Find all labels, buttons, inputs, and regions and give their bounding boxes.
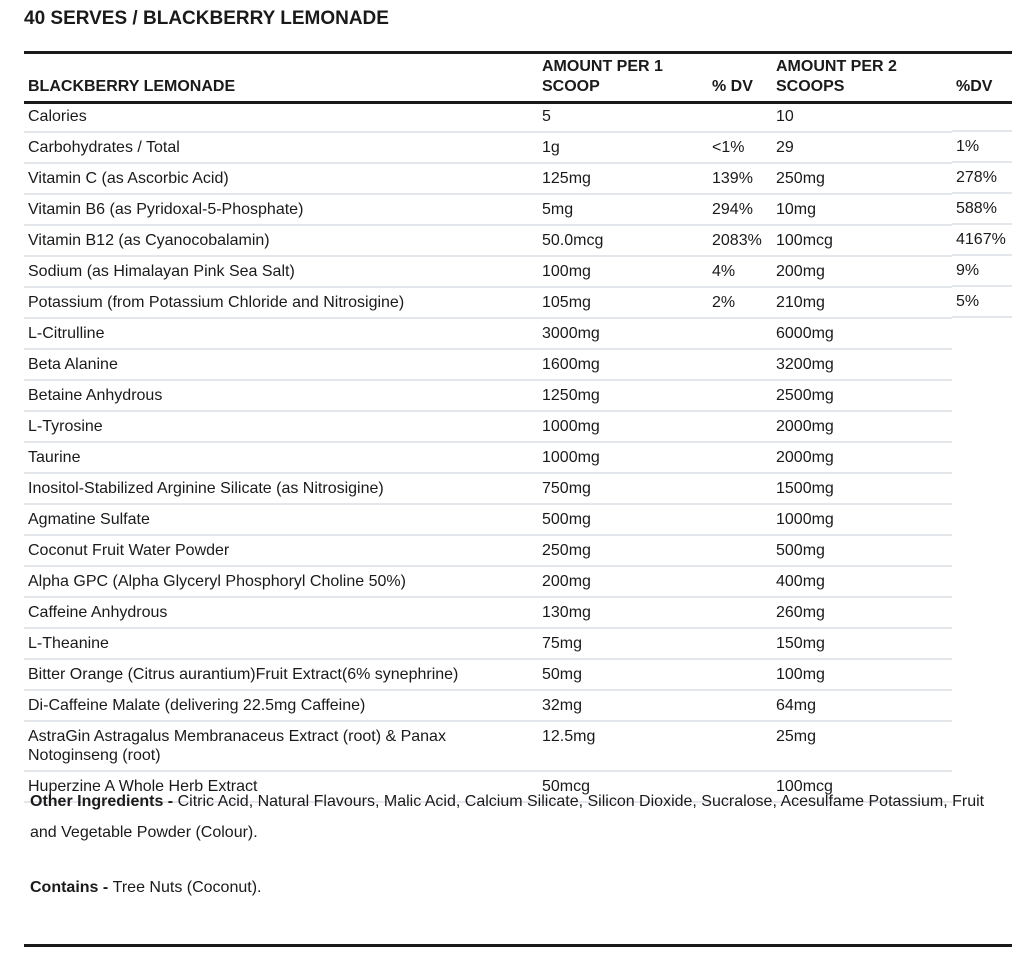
cell-ingredient: Carbohydrates / Total: [24, 132, 538, 163]
other-ingredients: [30, 786, 990, 848]
cell-dv-2: 5%: [952, 287, 1012, 318]
cell-amount-2-scoops: 500mg: [772, 535, 952, 566]
cell-amount-1-scoop: 100mg: [538, 256, 708, 287]
cell-amount-2-scoops: 1500mg: [772, 473, 952, 504]
cell-amount-1-scoop: 200mg: [538, 566, 708, 597]
cell-amount-1-scoop: 1g: [538, 132, 708, 163]
cell-ingredient: Beta Alanine: [24, 349, 538, 380]
cell-dv-1: [708, 473, 772, 504]
cell-ingredient: Sodium (as Himalayan Pink Sea Salt): [24, 256, 538, 287]
cell-amount-2-scoops: 260mg: [772, 597, 952, 628]
table-row: [24, 194, 952, 225]
cell-dv-1: 294%: [708, 194, 772, 225]
cell-dv-1: <1%: [708, 132, 772, 163]
cell-dv-1: [708, 380, 772, 411]
cell-dv-2: 278%: [952, 163, 1012, 194]
cell-ingredient: Bitter Orange (Citrus aurantium)Fruit Extract(6% synephrine): [24, 659, 538, 690]
cell-dv-1: [708, 504, 772, 535]
table-row: [24, 721, 952, 771]
cell-ingredient: AstraGin Astragalus Membranaceus Extract (root) & Panax Notoginseng (root): [24, 721, 538, 771]
cell-amount-1-scoop: 250mg: [538, 535, 708, 566]
cell-amount-1-scoop: 1000mg: [538, 411, 708, 442]
contains-label: Contains -: [30, 879, 113, 896]
nutrition-table-wrap: [24, 51, 1012, 803]
cell-dv-1: [708, 628, 772, 659]
table-row: [24, 411, 952, 442]
cell-amount-1-scoop: 500mg: [538, 504, 708, 535]
table-row: [24, 287, 952, 318]
cell-dv-2: 1%: [952, 132, 1012, 163]
other-ingredients-text: Citric Acid, Natural Flavours, Malic Acid, Calcium Silicate, Silicon Dioxide, Sucralose, Acesulfame Potassium, Fruit and Vegetable Powder (Colour).: [30, 793, 985, 841]
cell-dv-1: 4%: [708, 256, 772, 287]
table-row: [24, 380, 952, 411]
cell-dv-1: [708, 597, 772, 628]
cell-ingredient: Vitamin C (as Ascorbic Acid): [24, 163, 538, 194]
table-row: [24, 442, 952, 473]
cell-dv-1: [708, 411, 772, 442]
header-name: BLACKBERRY LEMONADE: [28, 78, 236, 95]
cell-amount-2-scoops: 1000mg: [772, 504, 952, 535]
page-title: 40 SERVES / BLACKBERRY LEMONADE: [24, 8, 389, 29]
cell-amount-2-scoops: 6000mg: [772, 318, 952, 349]
cell-amount-1-scoop: 50.0mcg: [538, 225, 708, 256]
cell-dv-2: 4167%: [952, 225, 1012, 256]
cell-ingredient: Vitamin B6 (as Pyridoxal-5-Phosphate): [24, 194, 538, 225]
cell-amount-2-scoops: 2500mg: [772, 380, 952, 411]
cell-ingredient: Di-Caffeine Malate (delivering 22.5mg Caffeine): [24, 690, 538, 721]
table-row: [24, 566, 952, 597]
cell-amount-2-scoops: 400mg: [772, 566, 952, 597]
cell-ingredient: L-Theanine: [24, 628, 538, 659]
contains-text: Tree Nuts (Coconut).: [112, 879, 262, 896]
cell-amount-1-scoop: 1250mg: [538, 380, 708, 411]
table-row: [24, 690, 952, 721]
cell-amount-2-scoops: 10mg: [772, 194, 952, 225]
table-row: [24, 256, 952, 287]
header-divider: [24, 101, 1012, 104]
cell-amount-1-scoop: 3000mg: [538, 318, 708, 349]
nutrition-table: [24, 51, 952, 803]
cell-dv-1: [708, 349, 772, 380]
cell-ingredient: L-Tyrosine: [24, 411, 538, 442]
cell-ingredient: Betaine Anhydrous: [24, 380, 538, 411]
bottom-divider: [24, 944, 1012, 947]
cell-amount-2-scoops: 25mg: [772, 721, 952, 771]
allergen-contains: [30, 876, 261, 900]
header-dv-1: % DV: [712, 78, 753, 95]
cell-amount-1-scoop: 750mg: [538, 473, 708, 504]
cell-amount-2-scoops: 29: [772, 132, 952, 163]
cell-ingredient: Caffeine Anhydrous: [24, 597, 538, 628]
cell-dv-1: 2%: [708, 287, 772, 318]
cell-amount-1-scoop: 105mg: [538, 287, 708, 318]
cell-amount-2-scoops: 10: [772, 102, 952, 132]
cell-ingredient: Vitamin B12 (as Cyanocobalamin): [24, 225, 538, 256]
cell-ingredient: Agmatine Sulfate: [24, 504, 538, 535]
cell-amount-1-scoop: 1600mg: [538, 349, 708, 380]
cell-amount-2-scoops: 250mg: [772, 163, 952, 194]
header-amount-2-scoops: AMOUNT PER 2 SCOOPS: [776, 58, 897, 95]
table-body: [24, 102, 952, 802]
cell-ingredient: Alpha GPC (Alpha Glyceryl Phosphoryl Choline 50%): [24, 566, 538, 597]
cell-ingredient: Inositol-Stabilized Arginine Silicate (as Nitrosigine): [24, 473, 538, 504]
cell-amount-1-scoop: 5mg: [538, 194, 708, 225]
table-row: [24, 102, 952, 132]
cell-amount-1-scoop: 5: [538, 102, 708, 132]
cell-amount-2-scoops: 100mcg: [772, 225, 952, 256]
cell-dv-1: [708, 690, 772, 721]
cell-dv-1: 139%: [708, 163, 772, 194]
table-row: [24, 659, 952, 690]
cell-amount-2-scoops: 2000mg: [772, 411, 952, 442]
cell-dv-1: [708, 721, 772, 771]
table-row: [24, 504, 952, 535]
table-row: [24, 132, 952, 163]
cell-ingredient: Huperzine A Whole Herb Extract: [24, 771, 538, 802]
cell-dv-2: [952, 102, 1012, 132]
cell-ingredient: L-Citrulline: [24, 318, 538, 349]
cell-amount-2-scoops: 3200mg: [772, 349, 952, 380]
cell-dv-1: [708, 535, 772, 566]
cell-dv-1: [708, 318, 772, 349]
other-ingredients-label: Other Ingredients -: [30, 793, 178, 810]
cell-dv-1: [708, 566, 772, 597]
table-row: [24, 318, 952, 349]
table-row: [24, 163, 952, 194]
table-row: [24, 597, 952, 628]
cell-dv-2: 588%: [952, 194, 1012, 225]
cell-amount-1-scoop: 12.5mg: [538, 721, 708, 771]
cell-amount-2-scoops: 200mg: [772, 256, 952, 287]
cell-amount-1-scoop: 1000mg: [538, 442, 708, 473]
cell-amount-2-scoops: 100mcg: [772, 771, 952, 802]
table-row: [24, 225, 952, 256]
cell-amount-1-scoop: 75mg: [538, 628, 708, 659]
cell-amount-2-scoops: 100mg: [772, 659, 952, 690]
table-row: [24, 535, 952, 566]
cell-dv-2: 9%: [952, 256, 1012, 287]
table-header-row: [24, 51, 952, 102]
cell-dv-1: [708, 442, 772, 473]
table-row: [24, 349, 952, 380]
cell-amount-2-scoops: 64mg: [772, 690, 952, 721]
cell-ingredient: Potassium (from Potassium Chloride and Nitrosigine): [24, 287, 538, 318]
cell-amount-2-scoops: 210mg: [772, 287, 952, 318]
table-row: [24, 628, 952, 659]
cell-ingredient: Coconut Fruit Water Powder: [24, 535, 538, 566]
header-dv-2: %DV: [956, 78, 993, 95]
cell-amount-2-scoops: 2000mg: [772, 442, 952, 473]
cell-amount-1-scoop: 50mg: [538, 659, 708, 690]
cell-dv-1: 2083%: [708, 225, 772, 256]
cell-ingredient: Calories: [24, 102, 538, 132]
cell-amount-1-scoop: 130mg: [538, 597, 708, 628]
cell-dv-1: [708, 102, 772, 132]
cell-dv-1: [708, 659, 772, 690]
header-amount-1-scoop: AMOUNT PER 1 SCOOP: [542, 58, 663, 95]
table-row: [24, 473, 952, 504]
cell-amount-1-scoop: 125mg: [538, 163, 708, 194]
cell-ingredient: Taurine: [24, 442, 538, 473]
cell-amount-1-scoop: 50mcg: [538, 771, 708, 802]
cell-amount-1-scoop: 32mg: [538, 690, 708, 721]
cell-amount-2-scoops: 150mg: [772, 628, 952, 659]
